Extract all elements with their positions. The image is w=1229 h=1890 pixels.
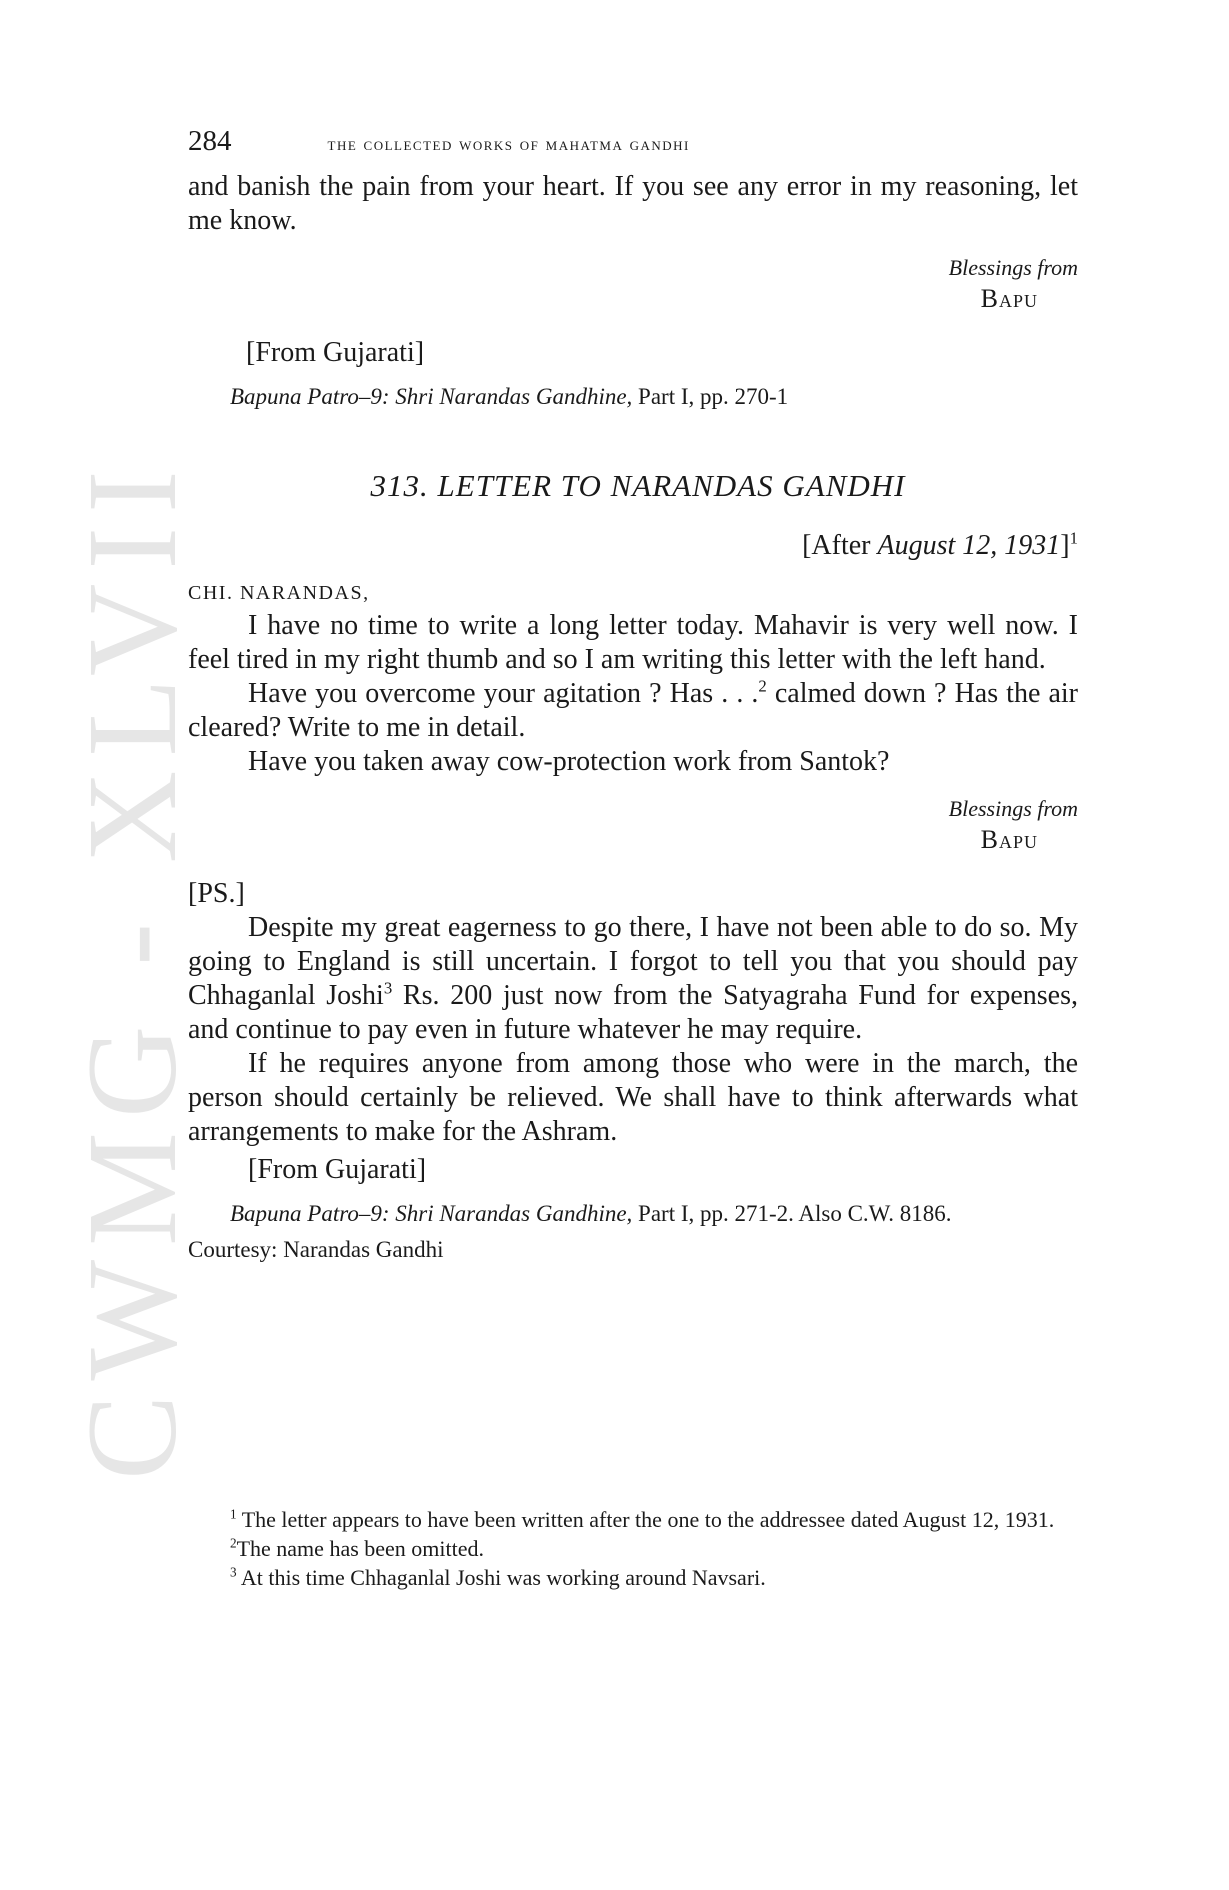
p2-part-a: Have you overcome your agitation ? Has . . . xyxy=(248,678,759,709)
prev-letter-signature: Bapu xyxy=(980,284,1038,313)
ps1-part-b: Rs. 200 just now from the Satyagraha Fund for expenses, and continue to pay even in future whatever he may require. xyxy=(188,980,1078,1045)
page-body xyxy=(188,125,1078,1263)
letter-courtesy: Courtesy: Narandas Gandhi xyxy=(188,1237,444,1262)
letter-from-note: [From Gujarati] xyxy=(248,1154,427,1185)
prev-letter-source-title: Bapuna Patro–9: Shri Narandas Gandhine, xyxy=(230,384,633,409)
footnote-2 xyxy=(188,1534,1078,1563)
letter-date xyxy=(188,530,1078,562)
ps-paragraph-2: If he requires anyone from among those who were in the march, the person should certainly be relieved. We shall have to think afterwards what arrangements to make for the Ashram. xyxy=(188,1048,1078,1147)
footnote-number: 1 xyxy=(230,1506,237,1522)
footnote-1 xyxy=(188,1505,1078,1534)
footnote-text: At this time Chhaganlal Joshi was working around Navsari. xyxy=(240,1565,766,1590)
date-suffix: ] xyxy=(1060,530,1070,561)
footnote-number: 3 xyxy=(230,1564,237,1580)
prev-letter-source xyxy=(230,382,1078,412)
footnotes xyxy=(188,1505,1078,1592)
letter-paragraph-1: I have no time to write a long letter today. Mahavir is very well now. I feel tired in my right thumb and so I am writing this letter with the left hand. xyxy=(188,610,1078,675)
prev-letter-from-note: [From Gujarati] xyxy=(246,337,425,368)
p2-part-b: calmed down ? Has the air cleared? Write to me in detail. xyxy=(188,678,1078,743)
footnote-3 xyxy=(188,1563,1078,1592)
ps-label: [PS.] xyxy=(188,878,245,909)
letter-source-title: Bapuna Patro–9: Shri Narandas Gandhine, xyxy=(230,1201,633,1226)
letter-heading: 313. LETTER TO NARANDAS GANDHI xyxy=(370,468,906,503)
running-head xyxy=(188,125,1078,158)
prev-letter-source-rest: Part I, pp. 270-1 xyxy=(638,384,789,409)
letter-signature: Bapu xyxy=(980,825,1038,854)
letter-source xyxy=(230,1199,1078,1229)
prev-letter-text: and banish the pain from your heart. If you see any error in my reasoning, let me know. xyxy=(188,171,1078,236)
prev-letter-closing: Blessings from xyxy=(948,255,1078,280)
page-number: 284 xyxy=(188,125,232,157)
letter-salutation: CHI. NARANDAS, xyxy=(188,582,370,604)
ps1-part-a: Despite my great eagerness to go there, I have not been able to do so. My going to England is still uncertain. I forgot to tell you that you should pay Chhaganlal Joshi xyxy=(188,912,1078,1011)
letter-closing: Blessings from xyxy=(948,796,1078,821)
ps-paragraph-1 xyxy=(188,911,1078,1047)
letter-source-rest: Part I, pp. 271-2. Also C.W. 8186. xyxy=(638,1201,952,1226)
letter-paragraph-2 xyxy=(188,677,1078,745)
footnote-text: The letter appears to have been written after the one to the addressee dated August 12, 1931. xyxy=(241,1507,1055,1532)
book-title: the collected works of mahatma gandhi xyxy=(327,134,690,155)
footnote-ref-3: 3 xyxy=(383,978,393,998)
date-italic: August 12, 1931 xyxy=(877,530,1061,561)
letter-paragraph-3: Have you taken away cow-protection work from Santok? xyxy=(248,746,890,777)
footnote-ref-1: 1 xyxy=(1069,528,1078,548)
date-prefix: [After xyxy=(802,530,871,561)
footnote-number: 2 xyxy=(230,1535,237,1551)
watermark: CWMG - XLVII xyxy=(61,456,203,1480)
footnote-text: The name has been omitted. xyxy=(236,1536,485,1561)
footnote-ref-2: 2 xyxy=(758,676,767,696)
